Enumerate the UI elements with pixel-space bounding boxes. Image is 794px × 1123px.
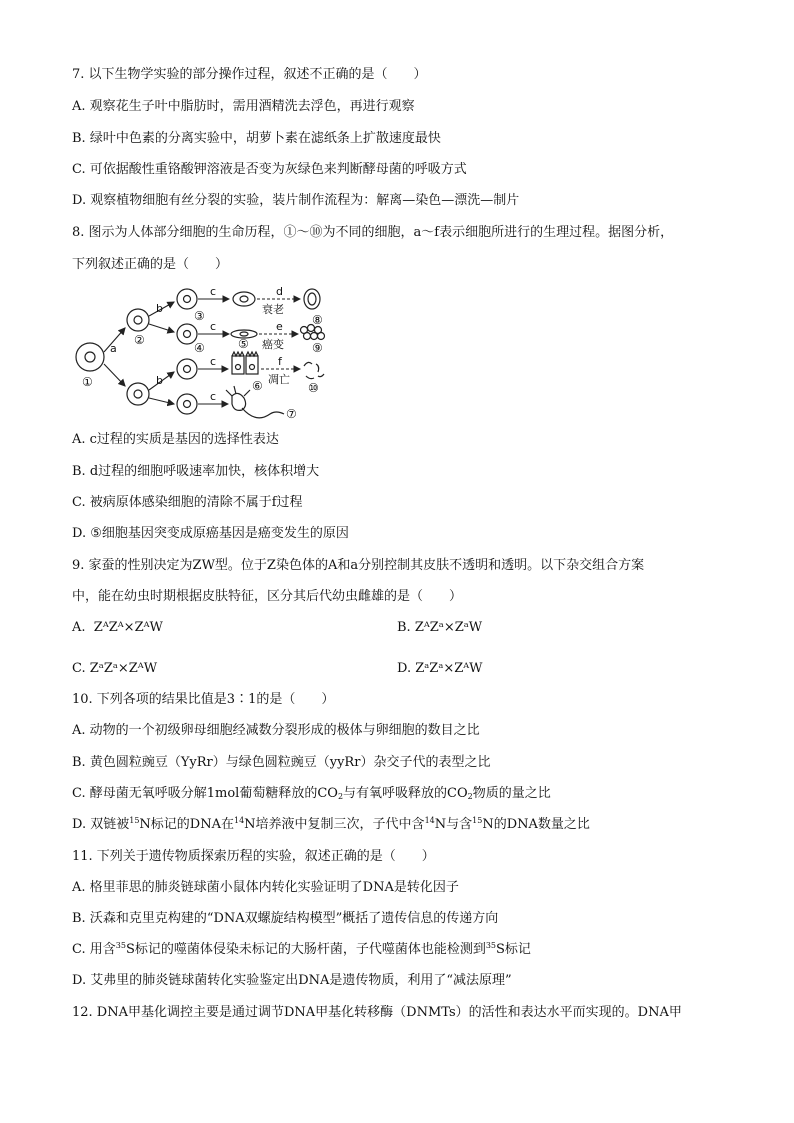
q10-option-a: A. 动物的一个初级卵母细胞经减数分裂形成的极体与卵细胞的数目之比 [72,723,480,738]
q8-option-b: B. d过程的细胞呼吸速率加快，核体积增大 [72,464,320,479]
q7-option-b: B. 绿叶中色素的分离实验中，胡萝卜素在滤纸条上扩散速度最快 [72,131,441,146]
num-4: ④ [194,341,205,355]
q9-option-c-text: ZᵃZᵃ×ZᴬW [89,661,158,676]
cell-7 [232,393,246,410]
q11-stem: 11. 下列关于遗传物质探索历程的实验，叙述正确的是（ ） [72,849,435,864]
label-f: f [278,355,282,368]
num-5: ⑤ [238,337,249,351]
q7-option-d: D. 观察植物细胞有丝分裂的实验，装片制作流程为：解离—染色—漂洗—制片 [72,193,520,208]
q10-option-c: C. 酵母菌无氧呼吸分解1mol葡萄糖释放的$CO_2$与有氧呼吸释放的$CO_2$物质的量之比 [72,786,551,801]
q8-option-a: A. c过程的实质是基因的选择性表达 [72,432,279,447]
cell-3 [233,292,255,306]
label-cancer: 癌变 [262,338,284,351]
q12-stem: 12. DNA甲基化调控主要是通过调节DNA甲基化转移酶（DNMTs）的活性和表达水平而实现的。DNA甲 [72,1005,682,1020]
q7-option-a: A. 观察花生子叶中脂肪时，需用酒精洗去浮色，再进行观察 [72,99,415,114]
label-b-upper: b [156,302,163,315]
q8-stem-line2: 下列叙述正确的是（ ） [72,257,229,272]
q7-stem: 7. 以下生物学实验的部分操作过程，叙述不正确的是（ ） [72,67,427,82]
label-apoptosis: 凋亡 [268,373,290,386]
q9-option-b-text: ZᴬZᵃ×ZᵃW [414,620,483,635]
q9-option-a-text: ZᴬZᴬ×ZᴬW [93,620,163,635]
q9-option-c [72,660,157,678]
cell-10 [304,362,324,378]
label-d: d [276,285,283,298]
q8-option-d: D. ⑤细胞基因突变成原癌基因是癌变发生的原因 [72,526,349,541]
cell-2-upper [127,309,149,331]
q10-option-b: B. 黄色圆粒豌豆（YyRr）与绿色圆粒豌豆（yyRr）杂交子代的表型之比 [72,755,491,770]
q9-option-a-label: A. [72,620,86,635]
q9-option-d-label: D. [397,661,412,676]
q8-option-c: C. 被病原体感染细胞的清除不属于f过程 [72,495,303,510]
label-c2: c [210,320,217,333]
cell-life-history-diagram [72,284,342,424]
num-3: ③ [194,309,205,323]
q11-option-a: A. 格里菲思的肺炎链球菌小鼠体内转化实验证明了DNA是转化因子 [72,880,459,895]
label-c3: c [210,355,217,368]
num-9: ⑨ [312,341,323,355]
num-6: ⑥ [252,379,263,393]
label-a: a [110,342,117,355]
q11-option-c: C. 用含$^{35}$S标记的噬菌体侵染未标记的大肠杆菌，子代噬菌体也能检测到$^{35}$S标记 [72,941,531,957]
cell-8 [304,289,320,309]
q11-option-d: D. 艾弗里的肺炎链球菌转化实验鉴定出DNA是遗传物质，利用了“减法原理” [72,973,512,988]
q9-option-d-text: ZᵃZᵃ×ZᴬW [415,661,483,676]
q11-option-b: B. 沃森和克里克构建的“DNA双螺旋结构模型”概括了遗传信息的传递方向 [72,911,499,926]
num-2: ② [134,333,145,347]
q7-option-c: C. 可依据酸性重铬酸钾溶液是否变为灰绿色来判断酵母菌的呼吸方式 [72,162,467,177]
q9-option-b [397,619,482,637]
num-7: ⑦ [286,407,297,421]
q9-option-d [397,660,483,678]
label-aging: 衰老 [262,303,284,316]
q10-stem: 10. 下列各项的结果比值是3∶1的是（ ） [72,692,335,707]
num-1: ① [82,375,93,389]
num-10: ⑩ [308,381,319,395]
q9-option-a [72,619,163,637]
num-8: ⑧ [312,313,323,327]
label-c1: c [210,285,217,298]
label-b-lower: b [156,374,163,387]
q8-stem-line1: 8. 图示为人体部分细胞的生命历程，①～⑩为不同的细胞，a～f表示细胞所进行的生理过程。据图分析， [72,225,674,240]
cell-1 [76,343,104,371]
label-c4: c [210,390,217,403]
cell-2-lower [127,383,149,405]
q10-option-d: D. 双链被$^{15}$N标记的DNA在$^{14}$N培养液中复制三次，子代中含$^{14}$N与含$^{15}$N的DNA数量之比 [72,816,590,832]
q9-stem-line1: 9. 家蚕的性别决定为ZW型。位于Z染色体的A和a分别控制其皮肤不透明和透明。以下杂交组合方案 [72,558,645,573]
q9-stem-line2: 中，能在幼虫时期根据皮肤特征，区分其后代幼虫雌雄的是（ ） [72,589,463,604]
q9-option-b-label: B. [397,620,411,635]
label-e: e [276,320,283,333]
q9-option-c-label: C. [72,661,86,676]
